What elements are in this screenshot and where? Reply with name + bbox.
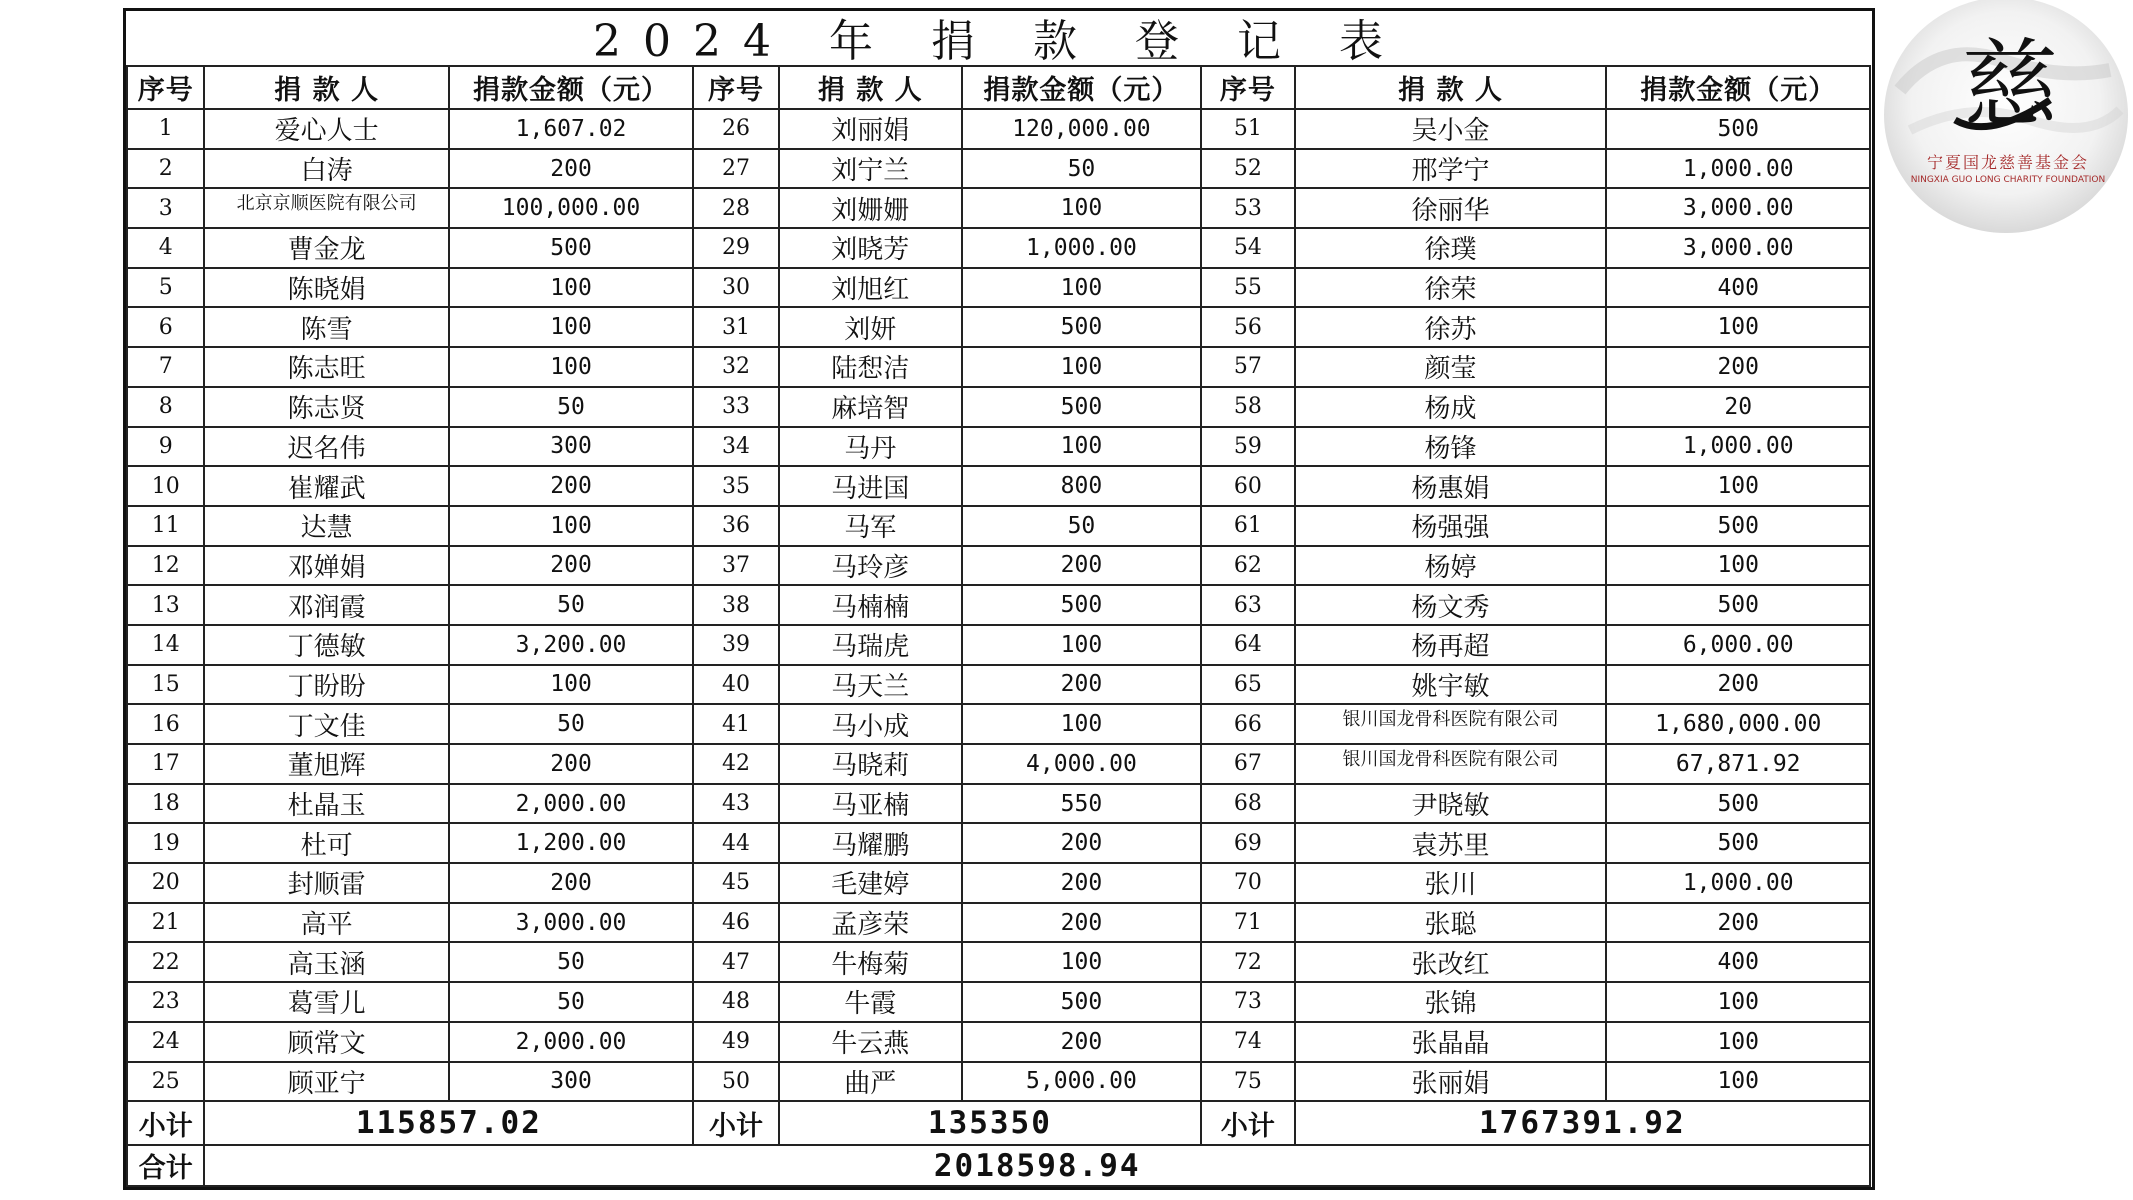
row-index: 71 [1201, 903, 1295, 943]
row-index: 4 [127, 228, 204, 268]
row-donor: 陈志旺 [204, 347, 448, 387]
logo-org-name-en: NINGXIA GUO LONG CHARITY FOUNDATION [1910, 175, 2106, 185]
row-amount: 100 [962, 704, 1201, 744]
row-donor: 毛建婷 [779, 863, 962, 903]
row-amount: 300 [449, 427, 693, 467]
table-row [127, 784, 1870, 824]
table-row [127, 427, 1870, 467]
row-index: 56 [1201, 307, 1295, 347]
header-donor: 捐 款 人 [204, 66, 448, 109]
row-donor: 高平 [204, 903, 448, 943]
row-donor: 徐璞 [1295, 228, 1607, 268]
table-row [127, 863, 1870, 903]
row-index: 51 [1201, 109, 1295, 149]
row-index: 37 [693, 546, 778, 586]
table-row [127, 387, 1870, 427]
row-index: 15 [127, 665, 204, 705]
row-amount: 20 [1606, 387, 1870, 427]
row-donor: 杨惠娟 [1295, 466, 1607, 506]
row-amount: 500 [1606, 109, 1870, 149]
table-row [127, 466, 1870, 506]
row-amount: 100 [1606, 466, 1870, 506]
row-amount: 100 [962, 347, 1201, 387]
row-donor: 马进国 [779, 466, 962, 506]
row-amount: 1,000.00 [1606, 427, 1870, 467]
row-donor: 牛云燕 [779, 1022, 962, 1062]
row-donor: 刘晓芳 [779, 228, 962, 268]
row-amount: 3,000.00 [449, 903, 693, 943]
table-row [127, 347, 1870, 387]
row-amount: 500 [962, 982, 1201, 1022]
table-row [127, 109, 1870, 149]
row-amount: 3,200.00 [449, 625, 693, 665]
row-amount: 500 [962, 307, 1201, 347]
row-amount: 500 [962, 387, 1201, 427]
header-amount: 捐款金额（元） [962, 66, 1201, 109]
table-row [127, 1062, 1870, 1102]
row-amount: 200 [962, 1022, 1201, 1062]
row-donor: 马小成 [779, 704, 962, 744]
row-index: 45 [693, 863, 778, 903]
donation-table [126, 65, 1871, 1187]
row-index: 75 [1201, 1062, 1295, 1102]
row-amount: 100 [962, 427, 1201, 467]
row-amount: 1,000.00 [1606, 149, 1870, 189]
row-donor: 丁盼盼 [204, 665, 448, 705]
row-donor: 董旭辉 [204, 744, 448, 784]
row-donor: 徐苏 [1295, 307, 1607, 347]
row-donor: 刘姗姗 [779, 188, 962, 228]
row-donor: 袁苏里 [1295, 823, 1607, 863]
row-index: 50 [693, 1062, 778, 1102]
row-amount: 500 [962, 585, 1201, 625]
grand-total-label: 合计 [127, 1145, 204, 1186]
row-donor: 刘旭红 [779, 268, 962, 308]
logo-org-name: 宁夏国龙慈善基金会 [1926, 153, 2089, 172]
row-index: 31 [693, 307, 778, 347]
row-amount: 100 [962, 188, 1201, 228]
row-index: 26 [693, 109, 778, 149]
table-row [127, 704, 1870, 744]
row-amount: 67,871.92 [1606, 744, 1870, 784]
row-index: 63 [1201, 585, 1295, 625]
row-index: 6 [127, 307, 204, 347]
row-index: 46 [693, 903, 778, 943]
row-donor: 银川国龙骨科医院有限公司 [1295, 704, 1607, 744]
row-index: 62 [1201, 546, 1295, 586]
row-index: 74 [1201, 1022, 1295, 1062]
row-donor: 曲严 [779, 1062, 962, 1102]
row-index: 60 [1201, 466, 1295, 506]
row-donor: 顾常文 [204, 1022, 448, 1062]
row-donor: 牛梅菊 [779, 942, 962, 982]
table-row [127, 744, 1870, 784]
row-index: 54 [1201, 228, 1295, 268]
row-index: 14 [127, 625, 204, 665]
row-index: 18 [127, 784, 204, 824]
row-amount: 200 [962, 863, 1201, 903]
row-donor: 丁德敏 [204, 625, 448, 665]
row-donor: 张锦 [1295, 982, 1607, 1022]
row-amount: 500 [1606, 784, 1870, 824]
row-index: 70 [1201, 863, 1295, 903]
row-index: 58 [1201, 387, 1295, 427]
row-amount: 200 [962, 665, 1201, 705]
table-row [127, 188, 1870, 228]
row-amount: 50 [449, 704, 693, 744]
row-index: 42 [693, 744, 778, 784]
row-donor: 刘妍 [779, 307, 962, 347]
row-donor: 陈志贤 [204, 387, 448, 427]
row-amount: 200 [449, 744, 693, 784]
row-donor: 孟彦荣 [779, 903, 962, 943]
row-donor: 杨成 [1295, 387, 1607, 427]
row-amount: 1,680,000.00 [1606, 704, 1870, 744]
row-amount: 800 [962, 466, 1201, 506]
row-amount: 1,000.00 [1606, 863, 1870, 903]
row-donor: 葛雪儿 [204, 982, 448, 1022]
row-amount: 200 [1606, 903, 1870, 943]
row-amount: 50 [449, 942, 693, 982]
row-index: 33 [693, 387, 778, 427]
row-donor: 北京京顺医院有限公司 [204, 188, 448, 228]
row-amount: 400 [1606, 942, 1870, 982]
row-donor: 陈晓娟 [204, 268, 448, 308]
subtotal-value: 115857.02 [204, 1101, 693, 1145]
row-amount: 100,000.00 [449, 188, 693, 228]
row-index: 69 [1201, 823, 1295, 863]
row-donor: 马天兰 [779, 665, 962, 705]
row-index: 1 [127, 109, 204, 149]
header-index: 序号 [693, 66, 778, 109]
row-index: 65 [1201, 665, 1295, 705]
row-index: 48 [693, 982, 778, 1022]
row-index: 11 [127, 506, 204, 546]
row-amount: 200 [449, 863, 693, 903]
row-amount: 200 [962, 546, 1201, 586]
row-index: 3 [127, 188, 204, 228]
header-donor: 捐 款 人 [779, 66, 962, 109]
row-donor: 陈雪 [204, 307, 448, 347]
row-amount: 2,000.00 [449, 1022, 693, 1062]
row-donor: 杨再超 [1295, 625, 1607, 665]
row-donor: 杨婷 [1295, 546, 1607, 586]
row-donor: 张丽娟 [1295, 1062, 1607, 1102]
row-index: 30 [693, 268, 778, 308]
row-index: 61 [1201, 506, 1295, 546]
row-index: 28 [693, 188, 778, 228]
row-amount: 500 [1606, 506, 1870, 546]
row-amount: 2,000.00 [449, 784, 693, 824]
row-donor: 吴小金 [1295, 109, 1607, 149]
table-row [127, 625, 1870, 665]
ledger-title: 2024 年 捐 款 登 记 表 [593, 16, 1405, 67]
row-index: 19 [127, 823, 204, 863]
table-row [127, 228, 1870, 268]
row-donor: 马军 [779, 506, 962, 546]
row-index: 57 [1201, 347, 1295, 387]
row-amount: 4,000.00 [962, 744, 1201, 784]
row-index: 23 [127, 982, 204, 1022]
row-amount: 1,607.02 [449, 109, 693, 149]
row-donor: 马亚楠 [779, 784, 962, 824]
row-donor: 姚宇敏 [1295, 665, 1607, 705]
header-amount: 捐款金额（元） [1606, 66, 1870, 109]
row-donor: 杨文秀 [1295, 585, 1607, 625]
row-index: 49 [693, 1022, 778, 1062]
row-donor: 邓润霞 [204, 585, 448, 625]
row-donor: 邓婵娟 [204, 546, 448, 586]
row-amount: 100 [962, 625, 1201, 665]
row-amount: 100 [1606, 1022, 1870, 1062]
row-donor: 马玲彦 [779, 546, 962, 586]
table-row [127, 942, 1870, 982]
row-donor: 马瑞虎 [779, 625, 962, 665]
header-index: 序号 [127, 66, 204, 109]
row-index: 25 [127, 1062, 204, 1102]
row-index: 2 [127, 149, 204, 189]
row-amount: 500 [1606, 823, 1870, 863]
row-amount: 120,000.00 [962, 109, 1201, 149]
row-index: 7 [127, 347, 204, 387]
row-index: 36 [693, 506, 778, 546]
row-index: 12 [127, 546, 204, 586]
row-amount: 100 [962, 942, 1201, 982]
row-amount: 1,200.00 [449, 823, 693, 863]
row-donor: 牛霞 [779, 982, 962, 1022]
row-donor: 杜晶玉 [204, 784, 448, 824]
row-index: 21 [127, 903, 204, 943]
row-index: 35 [693, 466, 778, 506]
row-donor: 封顺雷 [204, 863, 448, 903]
row-donor: 刘丽娟 [779, 109, 962, 149]
row-amount: 100 [449, 347, 693, 387]
row-donor: 颜莹 [1295, 347, 1607, 387]
row-index: 22 [127, 942, 204, 982]
row-index: 55 [1201, 268, 1295, 308]
row-donor: 徐丽华 [1295, 188, 1607, 228]
row-index: 47 [693, 942, 778, 982]
row-amount: 3,000.00 [1606, 228, 1870, 268]
row-amount: 200 [449, 149, 693, 189]
row-index: 40 [693, 665, 778, 705]
row-index: 72 [1201, 942, 1295, 982]
row-index: 64 [1201, 625, 1295, 665]
table-row [127, 307, 1870, 347]
row-donor: 麻培智 [779, 387, 962, 427]
foundation-logo [1880, 0, 2133, 255]
table-row [127, 665, 1870, 705]
header-donor: 捐 款 人 [1295, 66, 1607, 109]
row-index: 17 [127, 744, 204, 784]
row-amount: 100 [1606, 546, 1870, 586]
row-donor: 崔耀武 [204, 466, 448, 506]
row-index: 38 [693, 585, 778, 625]
table-row [127, 149, 1870, 189]
row-index: 67 [1201, 744, 1295, 784]
subtotal-label: 小计 [1201, 1101, 1295, 1145]
row-donor: 顾亚宁 [204, 1062, 448, 1102]
row-donor: 银川国龙骨科医院有限公司 [1295, 744, 1607, 784]
row-amount: 100 [449, 307, 693, 347]
row-index: 41 [693, 704, 778, 744]
row-donor: 马晓莉 [779, 744, 962, 784]
table-row [127, 1022, 1870, 1062]
row-amount: 5,000.00 [962, 1062, 1201, 1102]
row-index: 68 [1201, 784, 1295, 824]
subtotal-row [127, 1101, 1870, 1145]
row-donor: 邢学宁 [1295, 149, 1607, 189]
row-amount: 400 [1606, 268, 1870, 308]
row-amount: 200 [449, 546, 693, 586]
row-amount: 6,000.00 [1606, 625, 1870, 665]
row-amount: 100 [962, 268, 1201, 308]
row-amount: 50 [962, 149, 1201, 189]
row-index: 66 [1201, 704, 1295, 744]
row-donor: 尹晓敏 [1295, 784, 1607, 824]
row-amount: 3,000.00 [1606, 188, 1870, 228]
row-amount: 200 [449, 466, 693, 506]
row-donor: 陆惒洁 [779, 347, 962, 387]
table-row [127, 268, 1870, 308]
row-amount: 100 [449, 506, 693, 546]
row-index: 13 [127, 585, 204, 625]
table-header-row [127, 66, 1870, 109]
row-donor: 杨强强 [1295, 506, 1607, 546]
header-index: 序号 [1201, 66, 1295, 109]
row-amount: 100 [449, 268, 693, 308]
row-amount: 300 [449, 1062, 693, 1102]
subtotal-value: 135350 [779, 1101, 1201, 1145]
row-amount: 100 [1606, 307, 1870, 347]
row-amount: 100 [1606, 982, 1870, 1022]
row-amount: 550 [962, 784, 1201, 824]
row-index: 52 [1201, 149, 1295, 189]
row-donor: 达慧 [204, 506, 448, 546]
row-donor: 丁文佳 [204, 704, 448, 744]
row-donor: 徐荣 [1295, 268, 1607, 308]
row-index: 59 [1201, 427, 1295, 467]
row-index: 32 [693, 347, 778, 387]
row-index: 39 [693, 625, 778, 665]
row-index: 20 [127, 863, 204, 903]
row-index: 43 [693, 784, 778, 824]
row-donor: 杜可 [204, 823, 448, 863]
row-index: 9 [127, 427, 204, 467]
row-donor: 张川 [1295, 863, 1607, 903]
row-index: 10 [127, 466, 204, 506]
row-index: 73 [1201, 982, 1295, 1022]
row-index: 53 [1201, 188, 1295, 228]
table-row [127, 585, 1870, 625]
header-amount: 捐款金额（元） [449, 66, 693, 109]
row-donor: 爱心人士 [204, 109, 448, 149]
row-donor: 迟名伟 [204, 427, 448, 467]
logo-calligraphy: 慈 [1962, 29, 2058, 141]
row-donor: 曹金龙 [204, 228, 448, 268]
row-amount: 50 [449, 585, 693, 625]
row-amount: 50 [962, 506, 1201, 546]
grand-total-row [127, 1145, 1870, 1186]
donation-ledger [123, 8, 1875, 1190]
row-donor: 张聪 [1295, 903, 1607, 943]
row-amount: 50 [449, 982, 693, 1022]
row-amount: 200 [962, 823, 1201, 863]
row-donor: 杨锋 [1295, 427, 1607, 467]
row-amount: 100 [1606, 1062, 1870, 1102]
row-donor: 马楠楠 [779, 585, 962, 625]
row-index: 5 [127, 268, 204, 308]
row-donor: 高玉涵 [204, 942, 448, 982]
row-index: 27 [693, 149, 778, 189]
row-donor: 白涛 [204, 149, 448, 189]
row-amount: 50 [449, 387, 693, 427]
row-donor: 张改红 [1295, 942, 1607, 982]
subtotal-value: 1767391.92 [1295, 1101, 1870, 1145]
table-row [127, 546, 1870, 586]
row-index: 8 [127, 387, 204, 427]
row-index: 24 [127, 1022, 204, 1062]
row-amount: 1,000.00 [962, 228, 1201, 268]
row-amount: 500 [449, 228, 693, 268]
table-row [127, 506, 1870, 546]
row-amount: 500 [1606, 585, 1870, 625]
row-index: 44 [693, 823, 778, 863]
row-donor: 刘宁兰 [779, 149, 962, 189]
table-row [127, 903, 1870, 943]
row-amount: 100 [449, 665, 693, 705]
grand-total-value: 2018598.94 [204, 1145, 1870, 1186]
row-amount: 200 [1606, 665, 1870, 705]
subtotal-label: 小计 [693, 1101, 778, 1145]
row-donor: 张晶晶 [1295, 1022, 1607, 1062]
row-donor: 马耀鹏 [779, 823, 962, 863]
subtotal-label: 小计 [127, 1101, 204, 1145]
table-row [127, 982, 1870, 1022]
row-index: 34 [693, 427, 778, 467]
row-index: 16 [127, 704, 204, 744]
row-index: 29 [693, 228, 778, 268]
row-amount: 200 [1606, 347, 1870, 387]
table-row [127, 823, 1870, 863]
row-donor: 马丹 [779, 427, 962, 467]
row-amount: 200 [962, 903, 1201, 943]
